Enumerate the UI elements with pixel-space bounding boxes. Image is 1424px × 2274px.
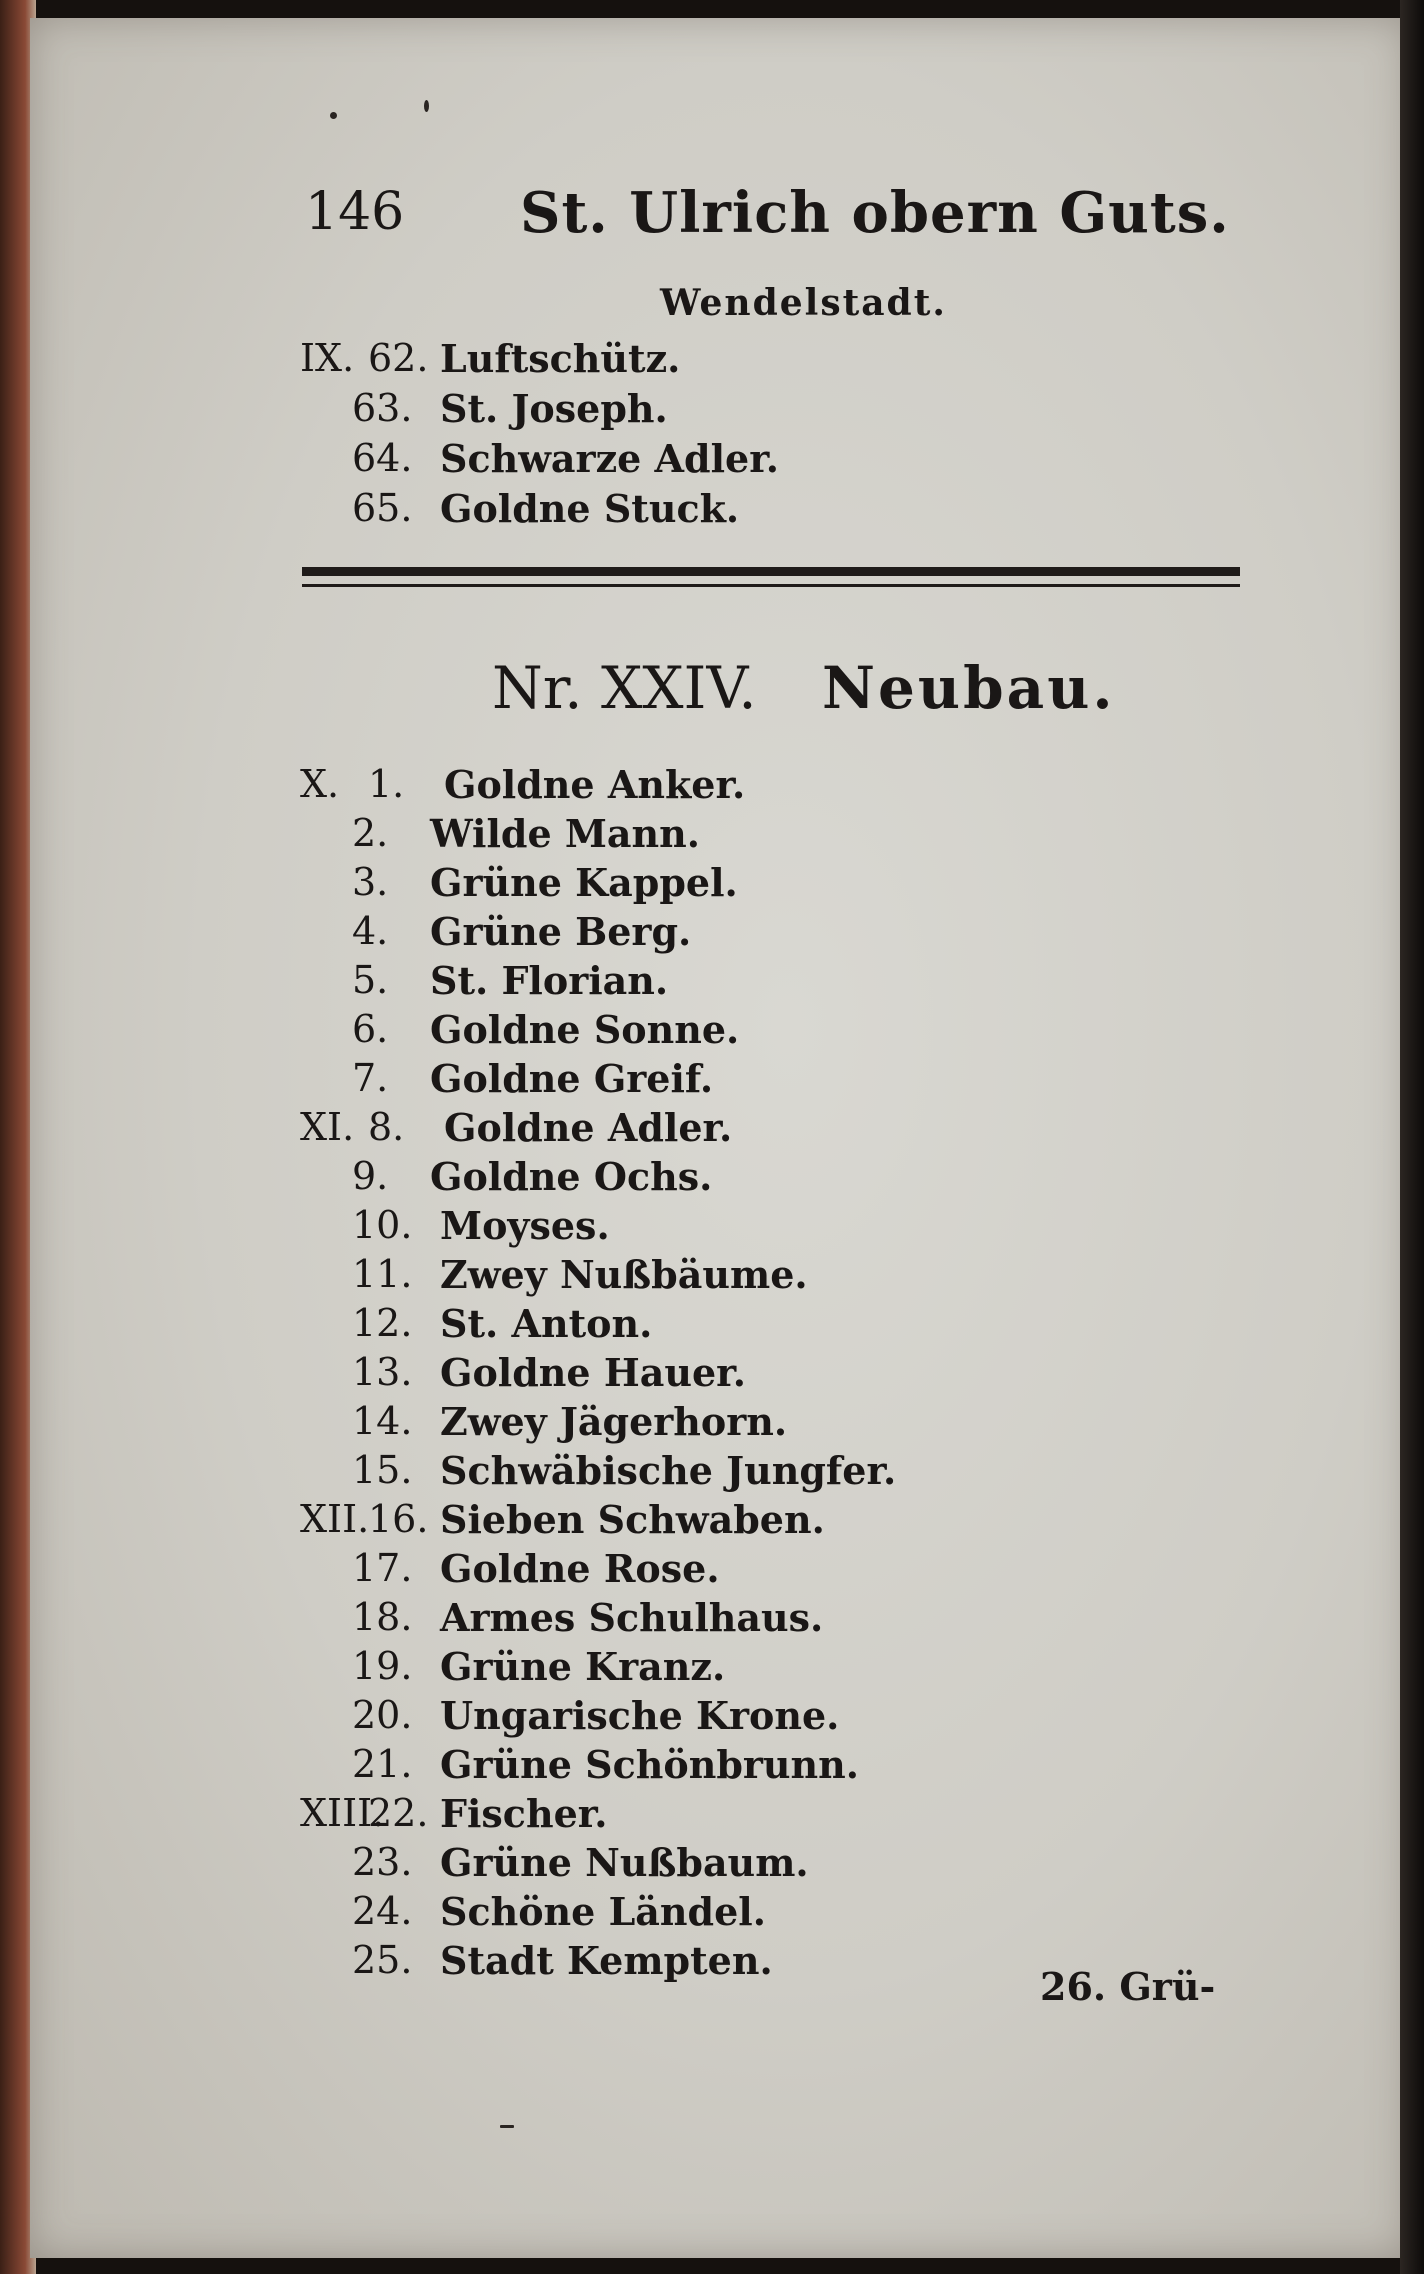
house-number: 1.: [368, 762, 405, 806]
house-number: 24.: [352, 1889, 413, 1933]
house-number: 64.: [352, 436, 413, 480]
house-name: Sieben Schwaben.: [440, 1497, 825, 1542]
house-name: Grüne Kranz.: [440, 1644, 726, 1689]
house-number: 2.: [352, 811, 389, 855]
house-number: 6.: [352, 1007, 389, 1051]
house-name: Moyses.: [440, 1203, 610, 1248]
house-number: 3.: [352, 860, 389, 904]
house-name: St. Anton.: [440, 1301, 653, 1346]
running-head: St. Ulrich obern Guts.: [520, 180, 1230, 246]
house-number: 19.: [352, 1644, 413, 1688]
house-name: Fischer.: [440, 1791, 608, 1836]
section-divider-thick: [302, 567, 1240, 576]
house-name: Zwey Jägerhorn.: [440, 1399, 788, 1444]
ink-speck: [330, 112, 337, 119]
house-name: Schöne Ländel.: [440, 1889, 766, 1934]
house-number: 62.: [368, 336, 429, 380]
house-name: Schwäbische Jungfer.: [440, 1448, 897, 1493]
house-name: Stadt Kempten.: [440, 1938, 773, 1983]
house-name: Grüne Kappel.: [430, 860, 738, 905]
house-name: Goldne Anker.: [444, 762, 746, 807]
house-number: 18.: [352, 1595, 413, 1639]
house-name: St. Joseph.: [440, 386, 668, 431]
house-number: 63.: [352, 386, 413, 430]
house-name: Goldne Sonne.: [430, 1007, 740, 1052]
house-number: 65.: [352, 486, 413, 530]
section-number: Nr. XXIV.: [492, 654, 757, 722]
house-number: 11.: [352, 1252, 413, 1296]
house-name: Grüne Berg.: [430, 909, 692, 954]
house-number: 10.: [352, 1203, 413, 1247]
catchword: 26. Grü-: [1040, 1964, 1216, 2009]
house-name: Ungarische Krone.: [440, 1693, 840, 1738]
house-name: Luftschütz.: [440, 336, 681, 381]
house-number: 12.: [352, 1301, 413, 1345]
ink-speck: [500, 2125, 514, 2128]
section-divider-thin: [302, 584, 1240, 587]
subheading-wendelstadt: Wendelstadt.: [660, 282, 947, 324]
house-number: 20.: [352, 1693, 413, 1737]
house-name: Goldne Stuck.: [440, 486, 740, 531]
ink-speck: [424, 100, 429, 112]
house-name: Wilde Mann.: [430, 811, 701, 856]
house-name: Goldne Adler.: [444, 1105, 733, 1150]
roman-numeral: X.: [300, 762, 340, 806]
roman-numeral: XIII.: [300, 1791, 385, 1835]
house-number: 7.: [352, 1056, 389, 1100]
roman-numeral: XII.: [300, 1497, 370, 1541]
house-number: 25.: [352, 1938, 413, 1982]
house-name: Grüne Schönbrunn.: [440, 1742, 860, 1787]
section-title: Neubau.: [822, 654, 1116, 722]
roman-numeral: XI.: [300, 1105, 355, 1149]
house-name: Armes Schulhaus.: [440, 1595, 824, 1640]
house-number: 15.: [352, 1448, 413, 1492]
house-number: 8.: [368, 1105, 405, 1149]
house-number: 13.: [352, 1350, 413, 1394]
house-number: 23.: [352, 1840, 413, 1884]
house-number: 4.: [352, 909, 389, 953]
house-number: 21.: [352, 1742, 413, 1786]
house-number: 16.: [368, 1497, 429, 1541]
house-number: 22.: [368, 1791, 429, 1835]
house-name: St. Florian.: [430, 958, 669, 1003]
house-number: 14.: [352, 1399, 413, 1443]
page-number: 146: [305, 182, 405, 242]
house-name: Zwey Nußbäume.: [440, 1252, 808, 1297]
house-number: 9.: [352, 1154, 389, 1198]
roman-numeral: IX.: [300, 336, 355, 380]
house-name: Goldne Rose.: [440, 1546, 720, 1591]
page-edge-shadow: [1400, 0, 1424, 2274]
house-number: 17.: [352, 1546, 413, 1590]
house-name: Schwarze Adler.: [440, 436, 779, 481]
house-name: Goldne Greif.: [430, 1056, 714, 1101]
house-name: Goldne Hauer.: [440, 1350, 746, 1395]
house-name: Grüne Nußbaum.: [440, 1840, 809, 1885]
house-name: Goldne Ochs.: [430, 1154, 713, 1199]
house-number: 5.: [352, 958, 389, 1002]
